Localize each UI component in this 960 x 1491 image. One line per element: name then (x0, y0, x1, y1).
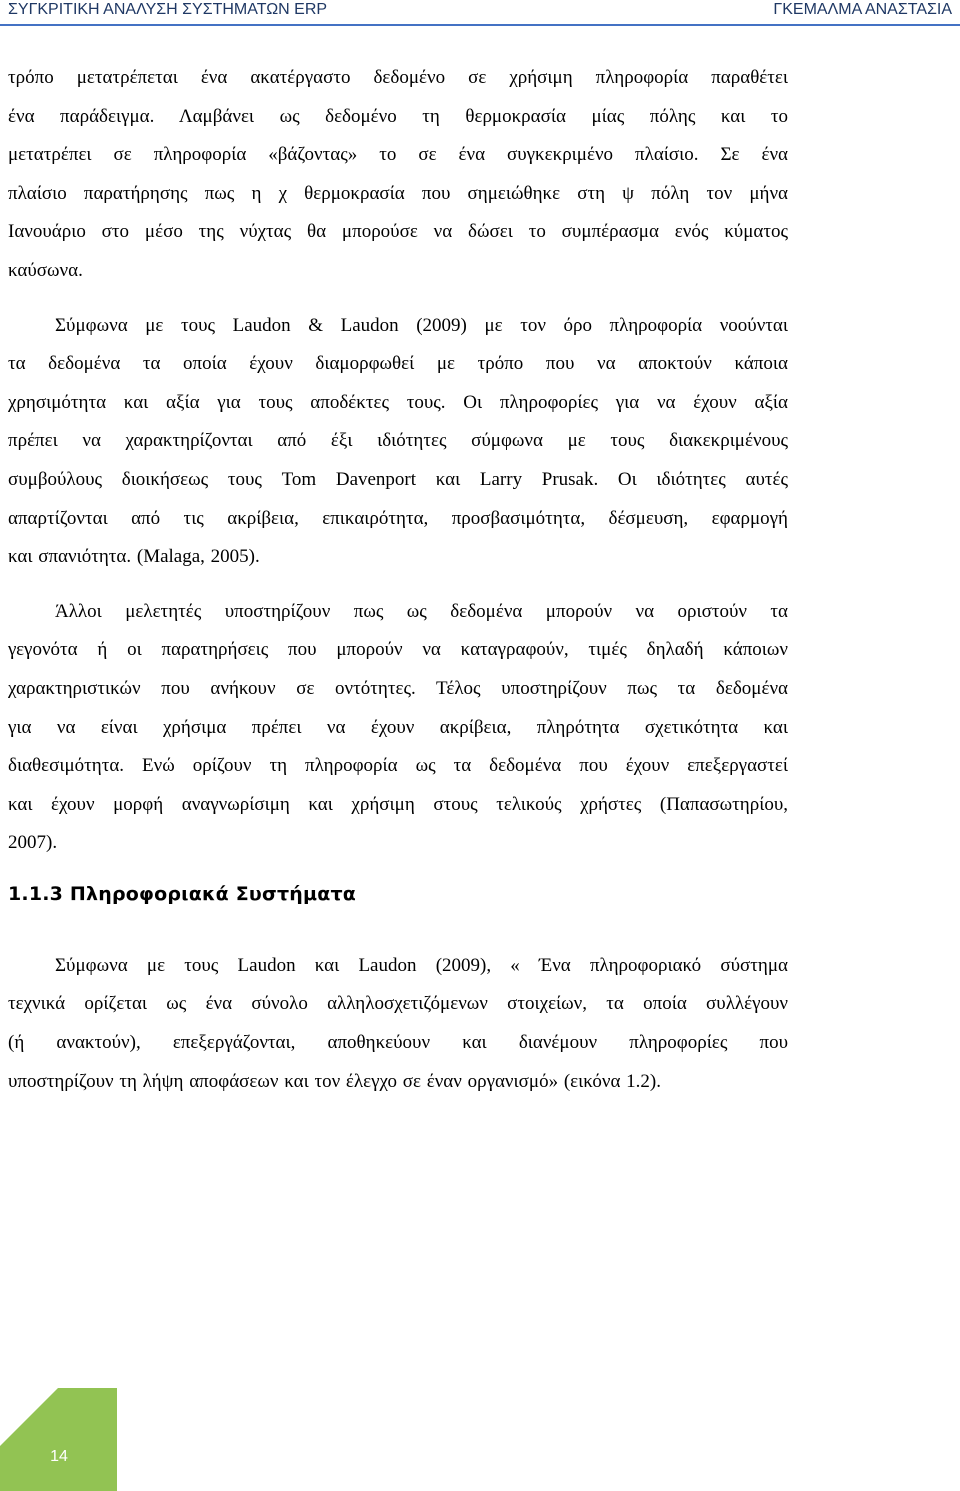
text-line: απαρτίζονται από τις ακρίβεια, επικαιρότητα, προσβασιμότητα, δέσμευση, εφαρμογή (8, 507, 788, 529)
paragraph-4 (8, 947, 788, 1101)
badge-shape (0, 1388, 117, 1491)
text-line: χρησιμότητα και αξία για τους αποδέκτες τους. Οι πληροφορίες για να έχουν αξία (8, 391, 788, 413)
text-line: (ή ανακτούν), επεξεργάζονται, αποθηκεύουν και διανέμουν πληροφορίες που (8, 1032, 788, 1054)
text-line: πρέπει να χαρακτηρίζονται από έξι ιδιότητες σύμφωνα με τους διακεκριμένους (8, 430, 788, 452)
text-line: τεχνικά ορίζεται ως ένα σύνολο αλληλοσχετιζόμενων στοιχείων, τα οποία συλλέγουν (8, 993, 788, 1015)
section-heading: 1.1.3 Πληροφοριακά Συστήματα (8, 882, 357, 905)
text-line: και έχουν μορφή αναγνωρίσιμη και χρήσιμη στους τελικούς χρήστες (Παπασωτηρίου, (8, 793, 788, 815)
text-line: Άλλοι μελετητές υποστηρίζουν πως ως δεδομένα μπορούν να οριστούν τα (55, 600, 788, 622)
text-line: γεγονότα ή οι παρατηρήσεις που μπορούν να καταγραφούν, τιμές δηλαδή κάποιων (8, 639, 788, 661)
text-line: καύσωνα. (8, 259, 83, 281)
text-line: Ιανουάριο στο μέσο της νύχτας θα μπορούσε να δώσει το συμπέρασμα ενός κύματος (8, 221, 788, 243)
text-line: μετατρέπει σε πληροφορία «βάζοντας» το σε ένα συγκεκριμένο πλαίσιο. Σε ένα (8, 144, 788, 166)
header-author: ΓΚΕΜΑΛΜΑ ΑΝΑΣΤΑΣΙΑ (773, 1, 952, 18)
page-number-badge (0, 1388, 117, 1491)
paragraph-1 (8, 59, 788, 291)
text-line: διαθεσιμότητα. Ενώ ορίζουν τη πληροφορία ως τα δεδομένα που έχουν επεξεργαστεί (8, 755, 788, 777)
header-title: ΣΥΓΚΡΙΤΙΚΗ ΑΝΑΛΥΣΗ ΣΥΣΤΗΜΑΤΩΝ ERP (8, 1, 328, 18)
text-line: πλαίσιο παρατήρησης πως η χ θερμοκρασία που σημειώθηκε στη ψ πόλη τον μήνα (8, 182, 788, 204)
text-line: τα δεδομένα τα οποία έχουν διαμορφωθεί με τρόπο που να αποκτούν κάποια (8, 353, 788, 375)
page-header (0, 0, 960, 30)
text-line: υποστηρίζουν τη λήψη αποφάσεων και τον έλεγχο σε έναν οργανισμό» (εικόνα 1.2). (8, 1070, 662, 1092)
text-line: για να είναι χρήσιμα πρέπει να έχουν ακρίβεια, πληρότητα σχετικότητα και (8, 716, 788, 738)
page-number: 14 (50, 1448, 68, 1465)
text-line: 2007). (8, 832, 58, 854)
text-line: Σύμφωνα με τους Laudon και Laudon (2009), « Ένα πληροφοριακό σύστημα (55, 954, 788, 976)
text-line: συμβούλους διοικήσεως τους Tom Davenport και Larry Prusak. Οι ιδιότητες αυτές (8, 468, 788, 490)
text-line: και σπανιότητα. (Malaga, 2005). (8, 546, 260, 568)
header-rule (0, 24, 960, 26)
text-line: τρόπο μετατρέπεται ένα ακατέργαστο δεδομένο σε χρήσιμη πληροφορία παραθέτει (8, 67, 788, 88)
paragraph-3 (8, 593, 788, 863)
text-line: χαρακτηριστικών που ανήκουν σε οντότητες. Τέλος υποστηρίζουν πως τα δεδομένα (8, 677, 788, 699)
text-line: ένα παράδειγμα. Λαμβάνει ως δεδομένο τη θερμοκρασία μίας πόλης και το (8, 105, 788, 127)
paragraph-2 (8, 307, 788, 577)
text-line: Σύμφωνα με τους Laudon & Laudon (2009) με τον όρο πληροφορία νοούνται (55, 314, 788, 336)
document-body (8, 59, 788, 1101)
